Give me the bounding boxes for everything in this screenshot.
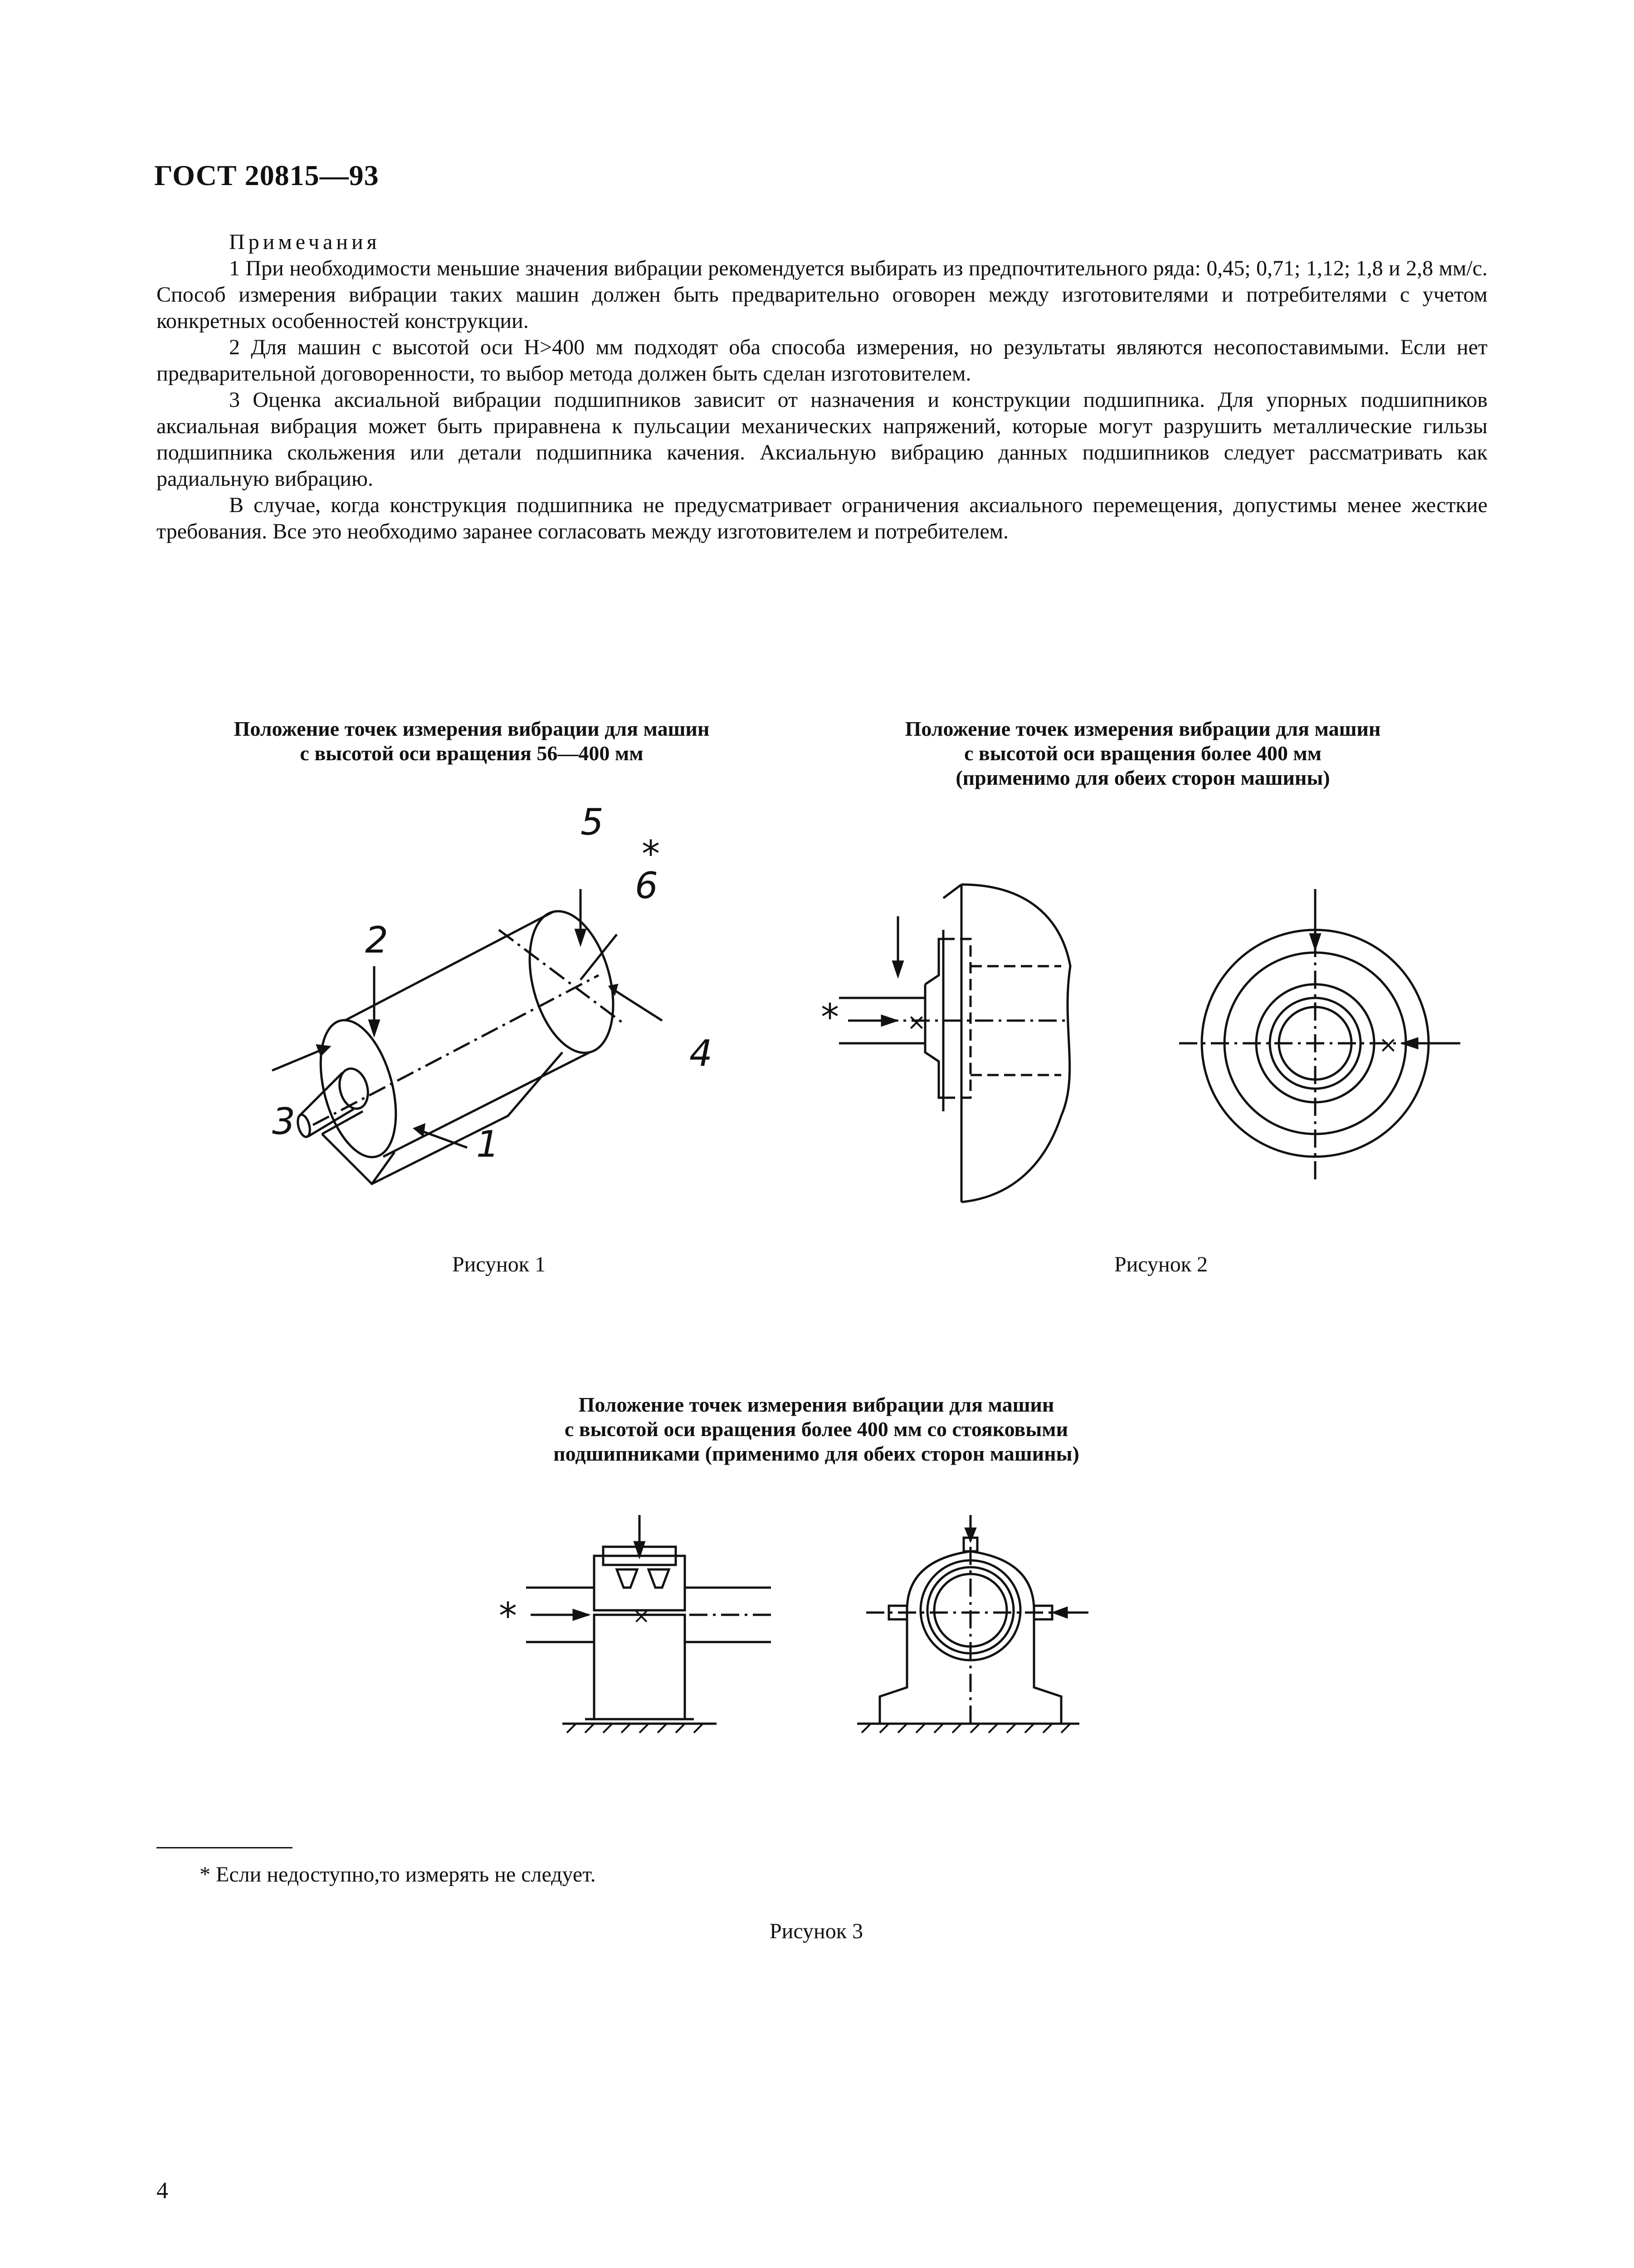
figure1-title-line1: Положение точек измерения вибрации для машин [234, 717, 710, 740]
note-3: 3 Оценка аксиальной вибрации подшипников зависит от назначения и конструкции подшипника. Для упорных подшипников аксиальная вибрация может быть приравнена к пульсации механических напряжений, которые могут разрушить металлические гильзы подшипника скольжения или детали подшипника качения. Аксиальную вибрацию данных подшипников следует рассматривать как радиальную вибрацию. [156, 388, 1488, 491]
figure2-title [807, 717, 1478, 790]
fig1-label-5: 5 [580, 801, 604, 843]
figure3-title-line1: Положение точек измерения вибрации для машин [578, 1393, 1054, 1416]
figure2-title-line2: с высотой оси вращения более 400 мм [964, 742, 1322, 765]
figure1-drawing [254, 798, 753, 1207]
figure1-title-line2: с высотой оси вращения 56—400 мм [300, 742, 644, 765]
svg-text:×: × [633, 1603, 650, 1628]
fig2-label-star: * [821, 996, 839, 1038]
svg-text:×: × [1379, 1031, 1398, 1058]
document-header: ГОСТ 20815—93 [154, 159, 379, 191]
figure2-drawing [807, 862, 1488, 1225]
fig1-label-star: * [642, 833, 660, 875]
note-4: В случае, когда конструкция подшипника не предусматривает ограничения аксиального перемещения, допустимы менее жесткие требования. Все это необходимо заранее согласовать между изготовителем и потребителем. [156, 493, 1488, 543]
page-number: 4 [156, 2178, 168, 2204]
figure3-title-line2: с высотой оси вращения более 400 мм со стояковыми [564, 1418, 1068, 1441]
fig1-label-3: 3 [272, 1100, 295, 1143]
figure2-caption: Рисунок 2 [1114, 1252, 1208, 1276]
figure2-title-line1: Положение точек измерения вибрации для машин [905, 717, 1381, 740]
notes-section [156, 229, 1488, 545]
fig1-label-6: 6 [635, 865, 658, 907]
footnote-text: * Если недоступно,то измерять не следует. [200, 1862, 596, 1887]
figure3-title-line3: подшипниками (применимо для обеих сторон машины) [553, 1442, 1079, 1465]
figure2-title-line3: (применимо для обеих сторон машины) [956, 766, 1330, 789]
figure3-title [408, 1393, 1224, 1466]
notes-heading: Примечания [229, 230, 380, 254]
svg-text:×: × [907, 1009, 926, 1035]
fig1-label-1: 1 [476, 1123, 499, 1165]
footnote-divider [156, 1847, 293, 1848]
figure1-caption: Рисунок 1 [452, 1252, 546, 1276]
note-1: 1 При необходимости меньшие значения вибрации рекомендуется выбирать из предпочтительного ряда: 0,45; 0,71; 1,12; 1,8 и 2,8 мм/с. Способ измерения вибрации таких машин должен быть предварительно оговорен между изготовителями и потребителями с учетом конкретных особенностей конструкции. [156, 256, 1488, 333]
figure3-drawing [481, 1506, 1161, 1823]
fig3-label-star: * [499, 1595, 517, 1637]
fig1-label-2: 2 [365, 919, 388, 961]
fig1-label-4: 4 [689, 1032, 712, 1075]
figure3-caption: Рисунок 3 [769, 1919, 863, 1943]
note-2: 2 Для машин с высотой оси H>400 мм подходят оба способа измерения, но результаты являются несопоставимыми. Если нет предварительной договоренности, то выбор метода должен быть сделан изготовителем. [156, 335, 1488, 386]
figure1-title [136, 717, 807, 766]
